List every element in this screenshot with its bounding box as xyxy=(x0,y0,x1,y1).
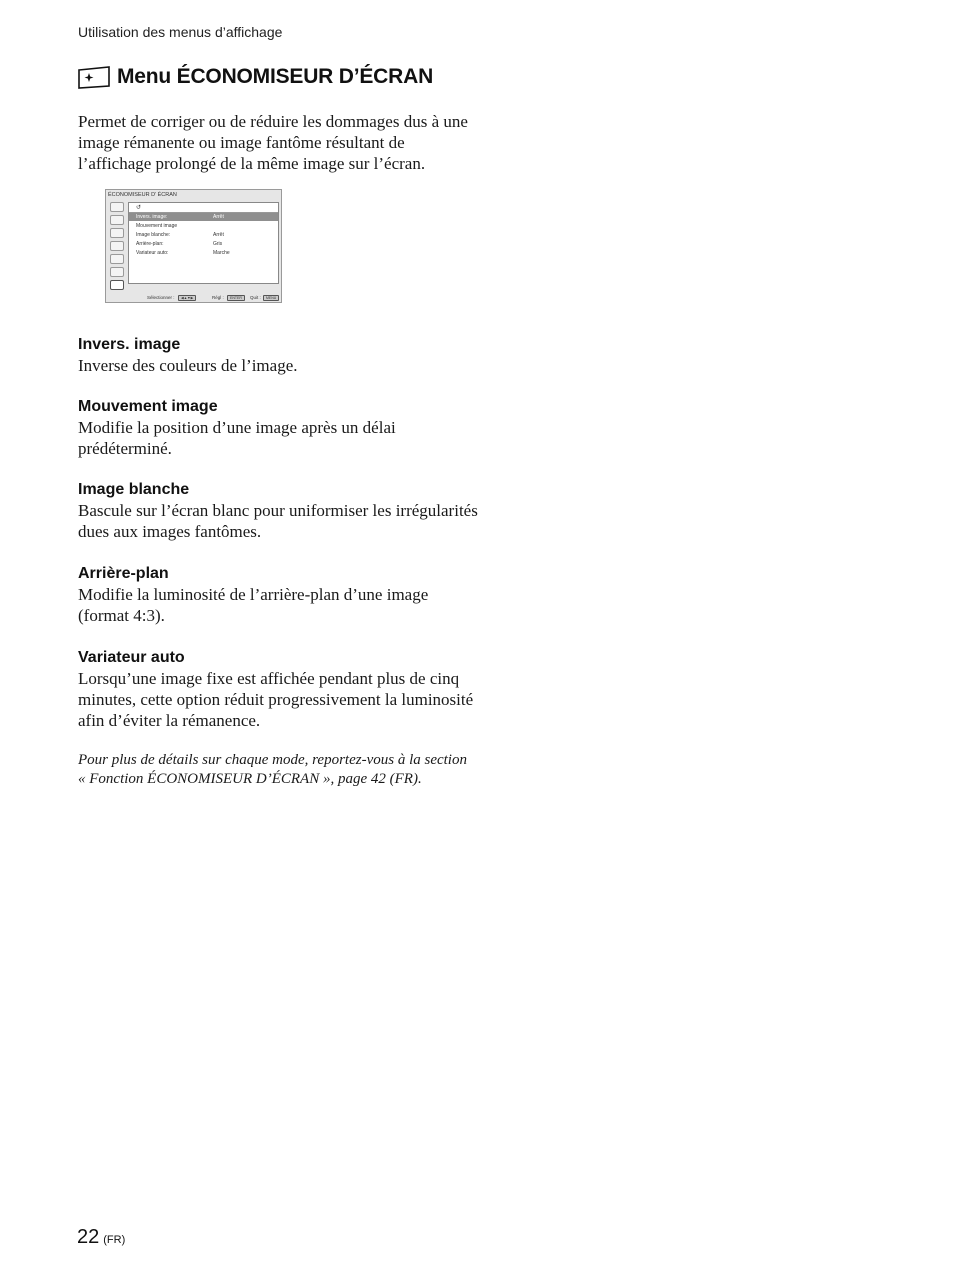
osd-row xyxy=(129,213,278,221)
section-heading: Image blanche xyxy=(78,481,190,498)
osd-row-value: Arrêt xyxy=(213,214,224,220)
osd-row-label: Arrière-plan: xyxy=(136,241,164,247)
section-body: Modifie la luminosité de l’arrière-plan d’une image (format 4:3). xyxy=(78,585,429,625)
osd-screensaver-icon xyxy=(110,280,124,290)
osd-menu-screenshot: ÉCONOMISEUR D’ ÉCRAN ↺ Invers. image: Arrêt Mouvement image Image blanche: Arrêt Arrière-plan: Gris Variateur auto: Marche Sélectionner : ◀▲▼▶ Régl : ENTER Quit : MENU xyxy=(105,189,282,303)
osd-row-label: Mouvement image xyxy=(136,223,178,229)
osd-title: ÉCONOMISEUR D’ ÉCRAN xyxy=(108,192,177,198)
osd-back-icon: ↺ xyxy=(136,205,142,211)
section-image-blanche xyxy=(78,480,478,542)
section-body: Bascule sur l’écran blanc pour uniformiser les irrégularités dues aux images fantômes. xyxy=(78,501,478,541)
osd-quit-label: Quit : xyxy=(250,295,261,300)
osd-sound-icon xyxy=(110,215,124,225)
osd-row xyxy=(129,249,278,257)
osd-options-icon xyxy=(110,254,124,264)
section-body: Modifie la position d’une image après un délai prédéterminé. xyxy=(78,418,396,458)
section-heading: Arrière-plan xyxy=(78,565,169,582)
page-title: Menu ÉCONOMISEUR D’ÉCRAN xyxy=(117,65,434,88)
page-number-value: 22 xyxy=(77,1226,100,1248)
osd-picture-icon xyxy=(110,202,124,212)
section-body: Lorsqu’une image fixe est affichée pendant plus de cinq minutes, cette option réduit progressivement la luminosité afin d’éviter la rémanence. xyxy=(78,669,474,730)
osd-row xyxy=(129,240,278,248)
section-heading: Invers. image xyxy=(78,336,181,353)
running-header: Utilisation des menus d’affichage xyxy=(78,24,283,40)
section-body: Inverse des couleurs de l’image. xyxy=(78,356,298,375)
section-invers-image xyxy=(78,335,478,376)
osd-panel xyxy=(128,202,279,284)
screensaver-menu-icon xyxy=(77,64,111,90)
osd-clock-icon xyxy=(110,267,124,277)
osd-row-label: Variateur auto: xyxy=(136,250,169,256)
osd-set-label: Régl : xyxy=(212,295,224,300)
osd-select-label: Sélectionner : xyxy=(147,295,175,300)
osd-setup-icon xyxy=(110,241,124,251)
section-heading: Variateur auto xyxy=(78,649,185,666)
osd-icon-column xyxy=(109,202,127,293)
section-mouvement-image xyxy=(78,397,478,459)
section-variateur-auto xyxy=(78,648,478,731)
osd-row-value: Marche xyxy=(213,250,230,256)
osd-row xyxy=(129,222,278,230)
title-row xyxy=(77,64,433,90)
section-heading: Mouvement image xyxy=(78,398,218,415)
osd-screen-icon xyxy=(110,228,124,238)
page-number xyxy=(77,1226,125,1249)
osd-row-value: Arrêt xyxy=(213,232,224,238)
osd-row-label: Image blanche: xyxy=(136,232,171,238)
osd-row-label: Invers. image: xyxy=(136,214,168,220)
osd-row-value: Gris xyxy=(213,241,223,247)
reference-note: Pour plus de détails sur chaque mode, reportez-vous à la section « Fonction ÉCONOMISEUR D’ÉCRAN », page 42 (FR). xyxy=(78,752,467,787)
section-arriere-plan xyxy=(78,564,478,626)
osd-row xyxy=(129,231,278,239)
intro-paragraph: Permet de corriger ou de réduire les dommages dus à une image rémanente ou image fantôme résultant de l’affichage prolongé de la même image sur l’écran. xyxy=(78,112,468,173)
page-number-suffix: (FR) xyxy=(103,1234,126,1246)
